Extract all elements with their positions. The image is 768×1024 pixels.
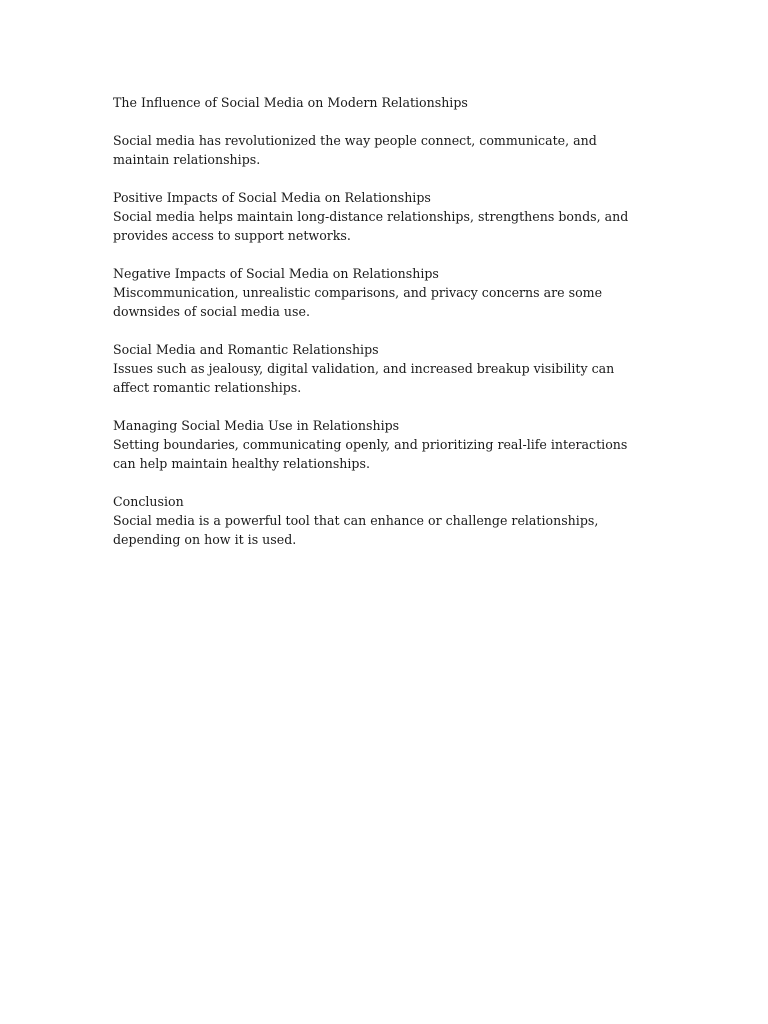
section-romantic-relationships [113,340,653,397]
section-body: Miscommunication, unrealistic comparisons, and privacy concerns are some downsides of social media use. [113,285,603,319]
section-heading: Managing Social Media Use in Relationships [113,418,400,433]
section-heading: Conclusion [113,494,184,509]
section-body: Social media helps maintain long-distance relationships, strengthens bonds, and provides access to support networks. [113,209,629,243]
document-title: The Influence of Social Media on Modern Relationships [113,95,468,110]
intro-paragraph: Social media has revolutionized the way people connect, communicate, and maintain relationships. [113,133,597,167]
section-heading: Social Media and Romantic Relationships [113,342,379,357]
section-managing-use [113,416,653,473]
section-positive-impacts [113,188,653,245]
section-body: Setting boundaries, communicating openly, and prioritizing real-life interactions can help maintain healthy relationships. [113,437,628,471]
section-body: Social media is a powerful tool that can enhance or challenge relationships, depending on how it is used. [113,513,599,547]
section-body: Issues such as jealousy, digital validation, and increased breakup visibility can affect romantic relationships. [113,361,615,395]
document-page [113,93,653,568]
section-negative-impacts [113,264,653,321]
section-heading: Negative Impacts of Social Media on Relationships [113,266,439,281]
section-heading: Positive Impacts of Social Media on Relationships [113,190,431,205]
section-conclusion [113,492,653,549]
